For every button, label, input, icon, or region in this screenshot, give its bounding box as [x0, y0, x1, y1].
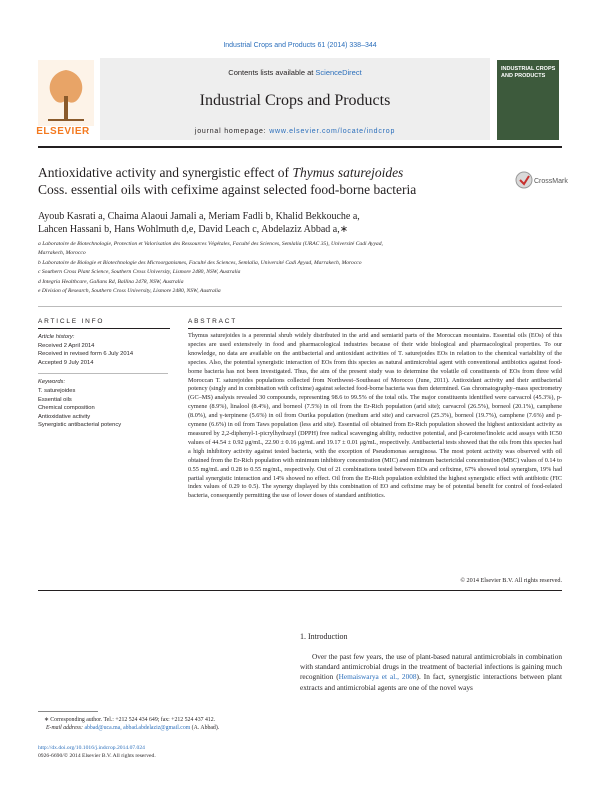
publisher-logo-text: ELSEVIER [36, 126, 90, 137]
affiliation-line: e Division of Research, Southern Cross University, Lismore 2480, NSW, Australia [38, 288, 221, 295]
journal-cover-title: INDUSTRIAL CROPS AND PRODUCTS [501, 66, 556, 79]
introduction-heading: 1. Introduction [300, 632, 348, 641]
doi-block [38, 744, 288, 760]
article-info [38, 333, 168, 430]
affiliation-divider [38, 306, 562, 307]
doi-link[interactable]: http://dx.doi.org/10.1016/j.indcrop.2014.07.024 [38, 745, 145, 751]
article-info-rule [38, 328, 170, 329]
affiliation-line: b Laboratoire de Biologie et Biotechnologie des Microorganismes, Faculté des Sciences, Semlalia, Université Cadi Ayyad, Marrakech, Morocco [38, 259, 362, 266]
issn-line: 0926-6690/© 2014 Elsevier B.V. All rights reserved. [38, 753, 156, 759]
affiliations [38, 240, 558, 296]
abstract-rule [188, 328, 562, 329]
keyword: Chemical composition [38, 405, 95, 412]
email-label: E-mail address: [46, 725, 85, 731]
keyword: Antioxidative activity [38, 413, 91, 420]
homepage-prefix: journal homepage: [194, 128, 270, 135]
abstract-text: Thymus saturejoides is a perennial shrub widely distributed in the arid and semiarid parts of the Moroccan mountains. Essential oils (EOs) of this species are used extensively in food and pharmacological industries because of their wide biological and pharmacological properties. To our knowledge, no data are available on the antibacterial and antioxidant activities of T. saturejoides EOs in relation to the chemical variability of the species. Also, the potential synergistic interaction of EOs from this species as natural antimicrobial agent with conventional antibiotics against food-borne bacteria has not been investigated. Thus, the aim of the present study was to determine the volatile oil constituents of EOs from three wild Moroccan T. saturejoides populations collected from Northwest–Southeast of Morocco (June, 2011). Antioxidant activity and their antibacterial potency (singly and in combination with cefixime) against selected food-borne bacteria was then determined. Gas chromatography–mass spectrometry (GC–MS) analysis revealed 30 compounds, representing 98.6 to 99.5% of the total oils. The major constituents identified were carvacrol (45.3%), p-cymene (8.9%), linalool (8.4%), and borneol (7.5%) in oil from the Er-Rich population (arid site); carvacrol (26.5%), borneol (20.1%), camphene (8.0%), and γ-terpinene (5.6%) in oil from Ourika population (medium arid site) and carvacrol (25.3%), borneol (19.7%), camphene (7.6%) and p-cymene (6.6%) in oil from Taws population (less arid site). Essential oil obtained from Er-Rich population showed the highest antioxidant activity as measured by 2,2-diphenyl-1-picrylhydrazyl (DPPH) free radical scavenging ability, reductive potential, and β-carotene/linoleic acid assays with IC50 values of 44.54 ± 0.92 μg/mL, 22.90 ± 0.16 μg/mL and 19.17 ± 0.01 μg/mL, respectively. Antibacterial tests showed that the oils from this species had a high inhibitory activity against tested bacteria, with the exception of Pseudomonas aeruginosa. The most potent activity was observed with oil obtained from the Er-Rich population with minimum inhibitory concentration (MIC) and minimum bactericidal concentration (MBC) values of 0.14 to 0.55 mg/mL and 0.28 to 0.55 mg/mL, respectively. Out of 21 combinations tested between EOs and cefixime, 67% showed total synergism, 19% had partial synergistic interaction and 14% showed no effect. Oil from the Er-Rich population exhibited the highest synergistic effect with antibiotic (FIC index values of 0.29 to 0.5). The synergy displayed by this combination of EO and cefixime may be of potential benefit for control of food-related bacteria, consequently permitting the use of lower doses of standard antibiotics. [188, 332, 562, 500]
corresponding-author-line: ∗ Corresponding author. Tel.: +212 524 434 649; fax: +212 524 437 412. [44, 717, 216, 723]
article-title-line-2: Coss. essential oils with cefixime against selected food-borne bacteria [38, 182, 417, 197]
title-species: Thymus saturejoides [292, 165, 404, 180]
citation-link[interactable]: Hemaiswarya et al., 2008 [338, 672, 417, 682]
corresponding-author-note [38, 716, 288, 732]
history-item: Received 2 April 2014 [38, 342, 95, 349]
history-label: Article history: [38, 334, 75, 340]
email-suffix: (A. Abbad). [190, 725, 220, 731]
contents-line [100, 68, 490, 77]
keyword: T. saturejoides [38, 387, 76, 394]
intro-text-end: ). In fact, synergistic interactions between plant extracts and antimicrobial agents are one of the novel ways [300, 672, 562, 692]
article-title [38, 164, 508, 198]
email-link[interactable]: abbad@uca.ma, abbad.abdelaziz@gmail.com [84, 725, 191, 731]
journal-reference[interactable]: Industrial Crops and Products 61 (2014) 338–344 [223, 42, 377, 49]
history-item: Received in revised form 6 July 2014 [38, 351, 134, 358]
abstract-bottom-rule [38, 590, 562, 591]
affiliation-line: Marrakech, Morocco [38, 250, 86, 257]
elsevier-tree-logo [38, 60, 94, 126]
crossmark-label: CrossMark [534, 178, 568, 185]
info-divider [38, 373, 168, 374]
affiliation-line: a Laboratoire de Biotechnologie, Protection et Valorisation des Ressources Végétales, Faculté des Sciences, Semlalia (URAC 35), Université Cadi Ayyad, [38, 241, 383, 247]
article-info-heading: ARTICLE INFO [38, 318, 105, 325]
keyword: Essential oils [38, 396, 72, 403]
history-item: Accepted 9 July 2014 [38, 359, 94, 366]
footnote-rule [38, 711, 98, 712]
journal-title: Industrial Crops and Products [199, 92, 391, 109]
crossmark-icon[interactable] [514, 168, 568, 196]
homepage-link[interactable]: www.elsevier.com/locate/indcrop [269, 128, 396, 135]
title-text: Antioxidative activity and synergistic effect of [38, 165, 293, 180]
introduction-text [300, 652, 562, 693]
header-divider [38, 146, 562, 148]
keyword: Synergistic antibacterial potency [38, 422, 122, 429]
authors-line-1: Ayoub Kasrati a, Chaima Alaoui Jamali a, Meriam Fadli b, Khalid Bekkouche a, [38, 211, 360, 222]
abstract-heading: ABSTRACT [188, 318, 238, 325]
affiliation-line: c Southern Cross Plant Science, Southern Cross University, Lismore 2480, NSW, Australia [38, 269, 241, 276]
article-title-line-1 [38, 164, 508, 181]
journal-homepage [100, 128, 490, 135]
author-list [38, 210, 518, 236]
affiliation-line: d Integria Healthcare, Gallans Rd, Ballina 2478, NSW, Australia [38, 278, 184, 285]
sciencedirect-link[interactable]: ScienceDirect [315, 68, 362, 77]
email-line [38, 724, 288, 732]
intro-text-start: Over the past few years, the use of plant-based natural antimicrobials in combination with standard antimicrobial drugs in the treatment of bacterial infections is gaining much recognition ( [300, 652, 562, 682]
abstract-copyright: © 2014 Elsevier B.V. All rights reserved. [460, 577, 562, 584]
authors-line-2: Lahcen Hassani b, Hans Wohlmuth d,e, David Leach c, Abdelaziz Abbad a,∗ [38, 224, 349, 235]
contents-prefix: Contents lists available at [228, 68, 316, 77]
keywords-label: Keywords: [38, 379, 66, 386]
